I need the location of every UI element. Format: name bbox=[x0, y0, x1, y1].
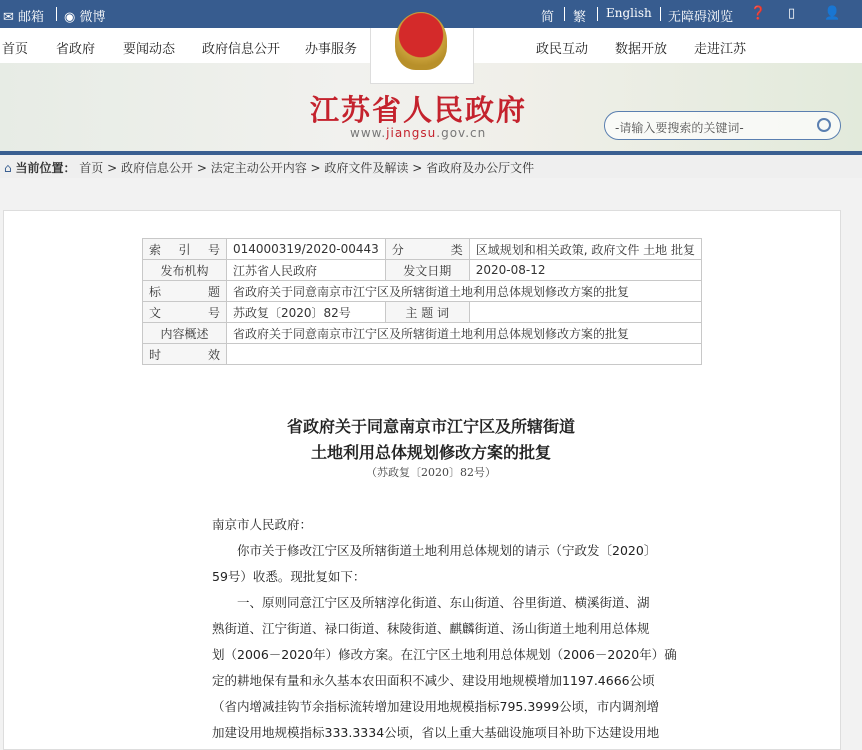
nav-info-public[interactable]: 政府信息公开 bbox=[202, 42, 281, 57]
nav-home[interactable]: 首页 bbox=[2, 42, 29, 57]
weibo-link[interactable]: ◉ 微博 bbox=[64, 10, 106, 25]
article-title: 省政府关于同意南京市江宁区及所辖街道 bbox=[286, 417, 575, 436]
divider bbox=[564, 7, 565, 21]
nav-open-data[interactable]: 数据开放 bbox=[615, 42, 668, 57]
crumb-info-public[interactable]: 政府信息公开 bbox=[121, 161, 194, 175]
mobile-icon[interactable]: ▯ bbox=[788, 6, 796, 21]
weibo-icon: ◉ bbox=[64, 10, 76, 25]
divider bbox=[660, 7, 661, 21]
help-icon[interactable]: ❓ bbox=[750, 6, 767, 21]
article-body: 南京市人民政府： 你市关于修改江宁区及所辖街道土地利用总体规划的请示（宁政发〔2020〕 59号）收悉。现批复如下： 一、原则同意江宁区及所辖淳化街道、东山街道、谷里街道、横溪街道、湖 熟街道、江宁街道、禄口街道、秣陵街道、麒麟街道、汤山街道土地利用总体规 划（2006－2020年）修改方案。在江宁区土地利用总体规划（2006－2020年）确 定的耕地保有量和永久基本农田面积不减少、建设用地规模增加1197.4666公顷 （省内增减挂钩节余指标流转增加建设用地规模指标795.3999公顷，市内调剂增 加建设用地规模指标333.3334公顷，省以上重大基础设施项目补助下达建设用地 bbox=[212, 517, 677, 740]
mail-link[interactable]: ✉ 邮箱 bbox=[3, 10, 45, 25]
document-meta-table: 索 引 号 014000319/2020-00443 分 类 区域规划和相关政策, 政府文件 土地 批复 发布机构 江苏省人民政府 发文日期 2020-08-12 标 题 省政府关于同意南京市江宁区及所辖街道土地利用总体规划修改方案的批复 文 号 苏政复〔2020〕82号 主 题 词 内容概述 省政府关于同意南京市江宁区及所辖街道土地利用总体规划修改方案的批复 时 效 bbox=[142, 238, 702, 365]
nav-services[interactable]: 办事服务 bbox=[305, 42, 358, 57]
nav-news[interactable]: 要闻动态 bbox=[123, 42, 176, 57]
article-doc-number: （苏政复〔2020〕82号） bbox=[366, 466, 496, 479]
national-emblem-icon bbox=[395, 12, 447, 70]
crumb-statutory[interactable]: 法定主动公开内容 bbox=[210, 161, 307, 175]
english-link[interactable]: English bbox=[606, 6, 652, 20]
nav-about[interactable]: 走进江苏 bbox=[694, 42, 747, 57]
traditional-link[interactable]: 繁 bbox=[573, 10, 587, 25]
site-logo[interactable]: 江苏省人民政府 bbox=[310, 93, 528, 127]
user-icon[interactable]: 👤 bbox=[824, 6, 841, 21]
crumb-home[interactable]: 首页 bbox=[79, 161, 104, 175]
divider bbox=[56, 7, 57, 21]
divider bbox=[597, 7, 598, 21]
site-url: www.jiangsu.gov.cn bbox=[350, 126, 487, 140]
nav-province[interactable]: 省政府 bbox=[56, 42, 96, 57]
crumb-office-docs[interactable]: 省政府及办公厅文件 bbox=[426, 161, 535, 175]
search-input[interactable]: -请输入要搜索的关键词- bbox=[604, 111, 841, 140]
nav-interaction[interactable]: 政民互动 bbox=[536, 42, 589, 57]
home-icon: ⌂ bbox=[4, 161, 12, 175]
article-title-line2: 土地利用总体规划修改方案的批复 bbox=[310, 443, 551, 462]
breadcrumb: ⌂ 当前位置： 首页 > 政府信息公开 > 法定主动公开内容 > 政府文件及解读 > 省政府及办公厅文件 bbox=[0, 155, 862, 178]
crumb-documents[interactable]: 政府文件及解读 bbox=[324, 161, 409, 175]
accessible-link[interactable]: 无障碍浏览 bbox=[668, 10, 734, 25]
simplified-link[interactable]: 简 bbox=[541, 10, 555, 25]
search-icon[interactable] bbox=[817, 118, 831, 132]
